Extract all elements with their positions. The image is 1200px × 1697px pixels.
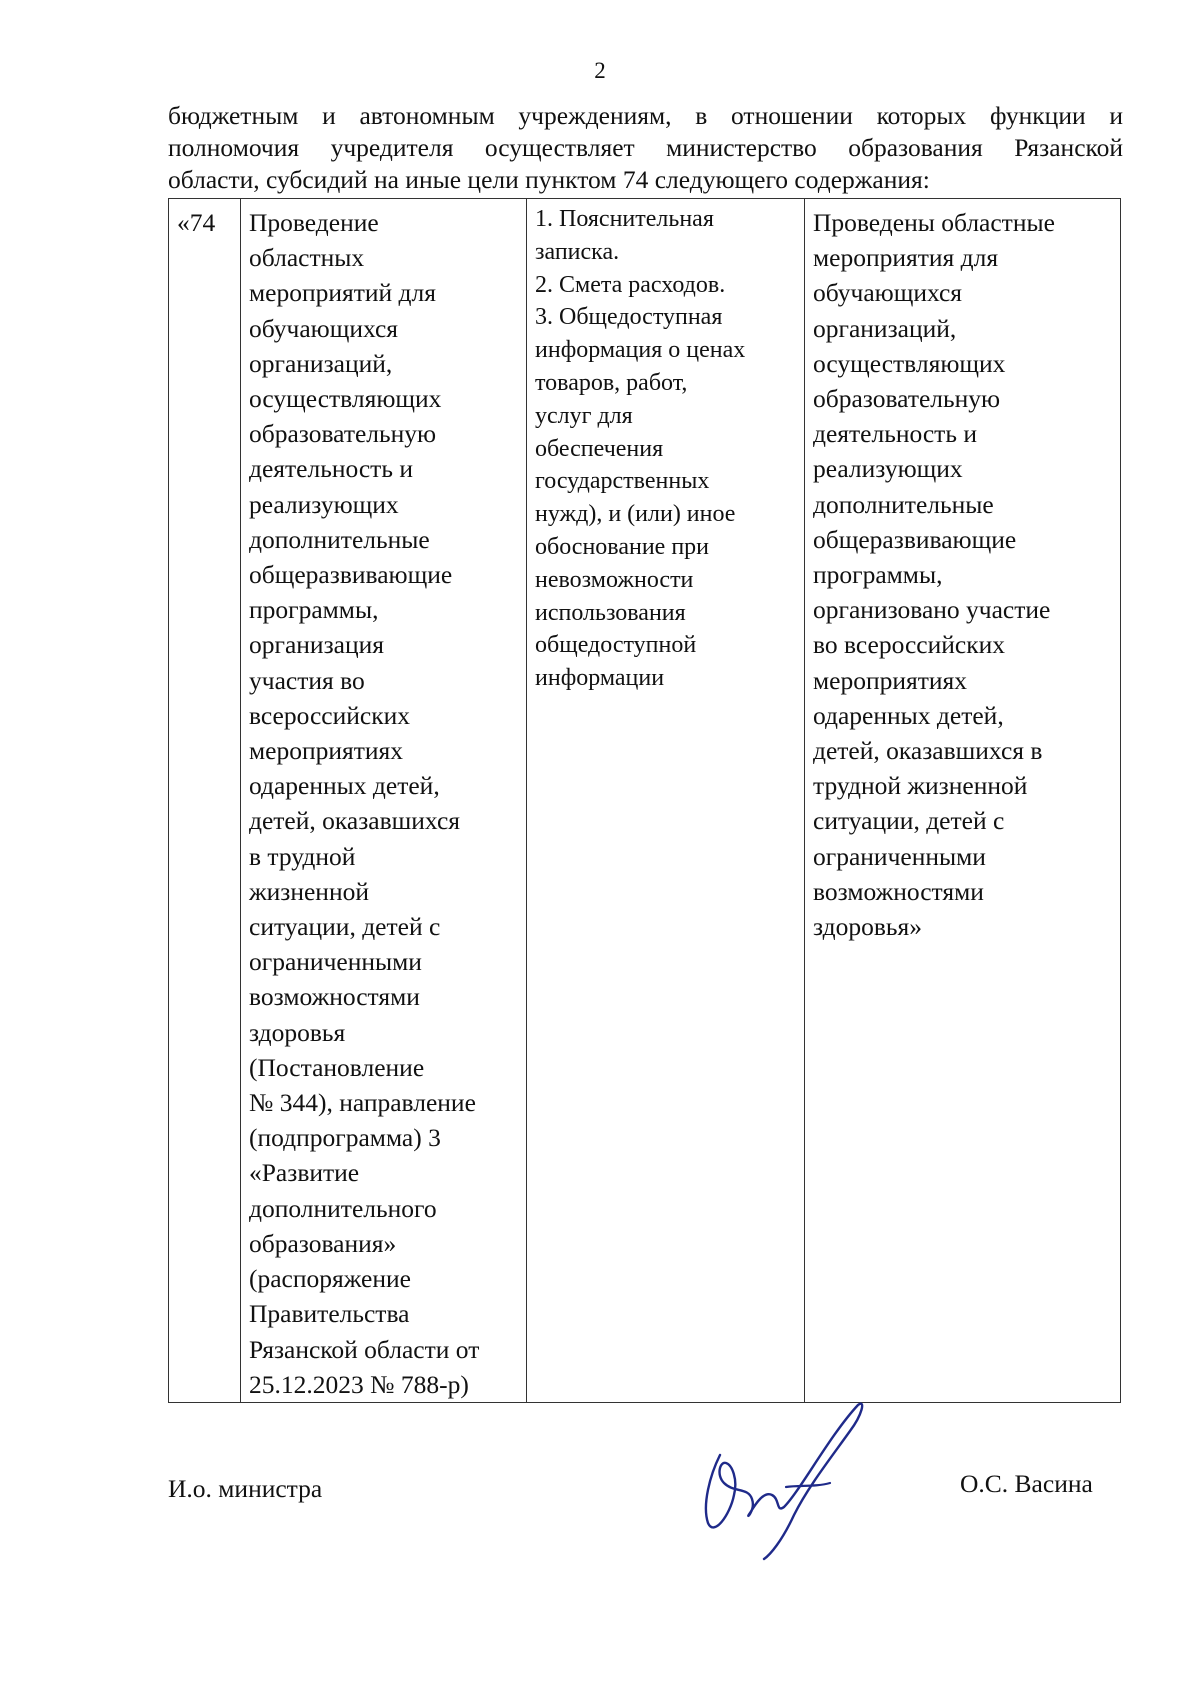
purpose-line: 25.12.2023 № 788-р) <box>249 1369 469 1399</box>
documents-line: обеспечения <box>535 435 664 462</box>
result-line: мероприятиях <box>813 665 967 695</box>
table-row <box>169 199 1121 1403</box>
purpose-text <box>249 205 518 1402</box>
documents-line: 3. Общедоступная <box>535 304 723 331</box>
documents-line: нужд), и (или) иное <box>535 501 736 528</box>
result-line: организаций, <box>813 313 957 343</box>
purpose-line: общеразвивающие <box>249 560 453 590</box>
purpose-line: мероприятий для <box>249 278 436 308</box>
purpose-cell <box>241 199 527 1403</box>
purpose-line: (Постановление <box>249 1052 425 1082</box>
purpose-line: одаренных детей, <box>249 771 440 801</box>
result-line: мероприятия для <box>813 243 999 273</box>
purpose-line: детей, оказавшихся <box>249 806 460 836</box>
result-line: дополнительные <box>813 489 994 519</box>
purpose-line: в трудной <box>249 841 356 871</box>
documents-line: использования <box>535 599 686 626</box>
result-line: программы, <box>813 560 943 590</box>
purpose-line: участия во <box>249 665 365 695</box>
documents-line: государственных <box>535 468 710 495</box>
purpose-line: здоровья <box>249 1017 346 1047</box>
purpose-line: обучающихся <box>249 313 399 343</box>
result-line: осуществляющих <box>813 348 1006 378</box>
purpose-line: организаций, <box>249 348 393 378</box>
purpose-line: деятельность и <box>249 454 413 484</box>
purpose-line: образования» <box>249 1228 397 1258</box>
result-line: здоровья» <box>813 912 922 942</box>
documents-line: информация о ценах <box>535 337 746 364</box>
purpose-line: жизненной <box>249 876 369 906</box>
subsidy-table <box>168 198 1121 1403</box>
result-line: ограниченными <box>813 841 986 871</box>
documents-line: 2. Смета расходов. <box>535 271 726 298</box>
result-line: деятельность и <box>813 419 977 449</box>
purpose-line: ситуации, детей с <box>249 912 441 942</box>
documents-cell <box>527 199 805 1403</box>
result-line: Проведены областные <box>813 208 1055 237</box>
result-line: возможностями <box>813 876 984 906</box>
result-line: организовано участие <box>813 595 1051 625</box>
result-line: во всероссийских <box>813 630 1005 660</box>
documents-line: товаров, работ, <box>535 369 688 396</box>
result-line: одаренных детей, <box>813 700 1004 730</box>
purpose-line: дополнительные <box>249 524 430 554</box>
purpose-line: № 344), направление <box>249 1088 476 1118</box>
purpose-line: образовательную <box>249 419 437 449</box>
result-line: образовательную <box>813 384 1001 414</box>
documents-line: информации <box>535 665 665 692</box>
page-number: 2 <box>594 58 606 83</box>
documents-line: обоснование при <box>535 533 709 560</box>
intro-paragraph <box>168 100 1123 196</box>
handwritten-signature <box>690 1395 880 1565</box>
result-line: трудной жизненной <box>813 771 1028 801</box>
signature-stroke <box>706 1404 862 1559</box>
documents-line: 1. Пояснительная <box>535 206 714 232</box>
result-line: общеразвивающие <box>813 524 1017 554</box>
result-line: ситуации, детей с <box>813 806 1005 836</box>
documents-line: записка. <box>535 238 620 265</box>
purpose-line: «Развитие <box>249 1158 360 1188</box>
signer-name: О.С. Васина <box>960 1469 1093 1498</box>
result-line: детей, оказавшихся в <box>813 736 1043 766</box>
purpose-line: (подпрограмма) 3 <box>249 1123 441 1153</box>
purpose-line: областных <box>249 243 365 273</box>
documents-text <box>535 203 796 695</box>
intro-line: области, субсидий на иные цели пунктом 74 следующего содержания: <box>168 165 930 194</box>
result-cell <box>805 199 1121 1403</box>
purpose-line: (распоряжение <box>249 1264 411 1294</box>
purpose-line: реализующих <box>249 489 399 519</box>
purpose-line: ограниченными <box>249 947 422 977</box>
purpose-line: организация <box>249 630 384 660</box>
purpose-line: Правительства <box>249 1299 410 1329</box>
result-line: реализующих <box>813 454 963 484</box>
row-number-cell <box>169 199 241 1403</box>
row-number: «74 <box>177 208 216 237</box>
position-title: И.о. министра <box>168 1474 323 1503</box>
purpose-line: программы, <box>249 595 379 625</box>
intro-line: бюджетным и автономным учреждениям, в отношении которых функции и <box>168 101 1123 130</box>
purpose-line: осуществляющих <box>249 384 442 414</box>
signature-crossbar <box>786 1483 830 1487</box>
intro-line: полномочия учредителя осуществляет министерство образования Рязанской <box>168 133 1123 162</box>
result-text <box>813 205 1112 944</box>
purpose-line: Проведение <box>249 208 379 237</box>
purpose-line: мероприятиях <box>249 736 403 766</box>
documents-line: невозможности <box>535 566 694 593</box>
documents-line: общедоступной <box>535 632 697 659</box>
purpose-line: Рязанской области от <box>249 1334 480 1364</box>
result-line: обучающихся <box>813 278 963 308</box>
purpose-line: всероссийских <box>249 700 411 730</box>
purpose-line: возможностями <box>249 982 420 1012</box>
documents-line: услуг для <box>535 402 633 429</box>
purpose-line: дополнительного <box>249 1193 437 1223</box>
